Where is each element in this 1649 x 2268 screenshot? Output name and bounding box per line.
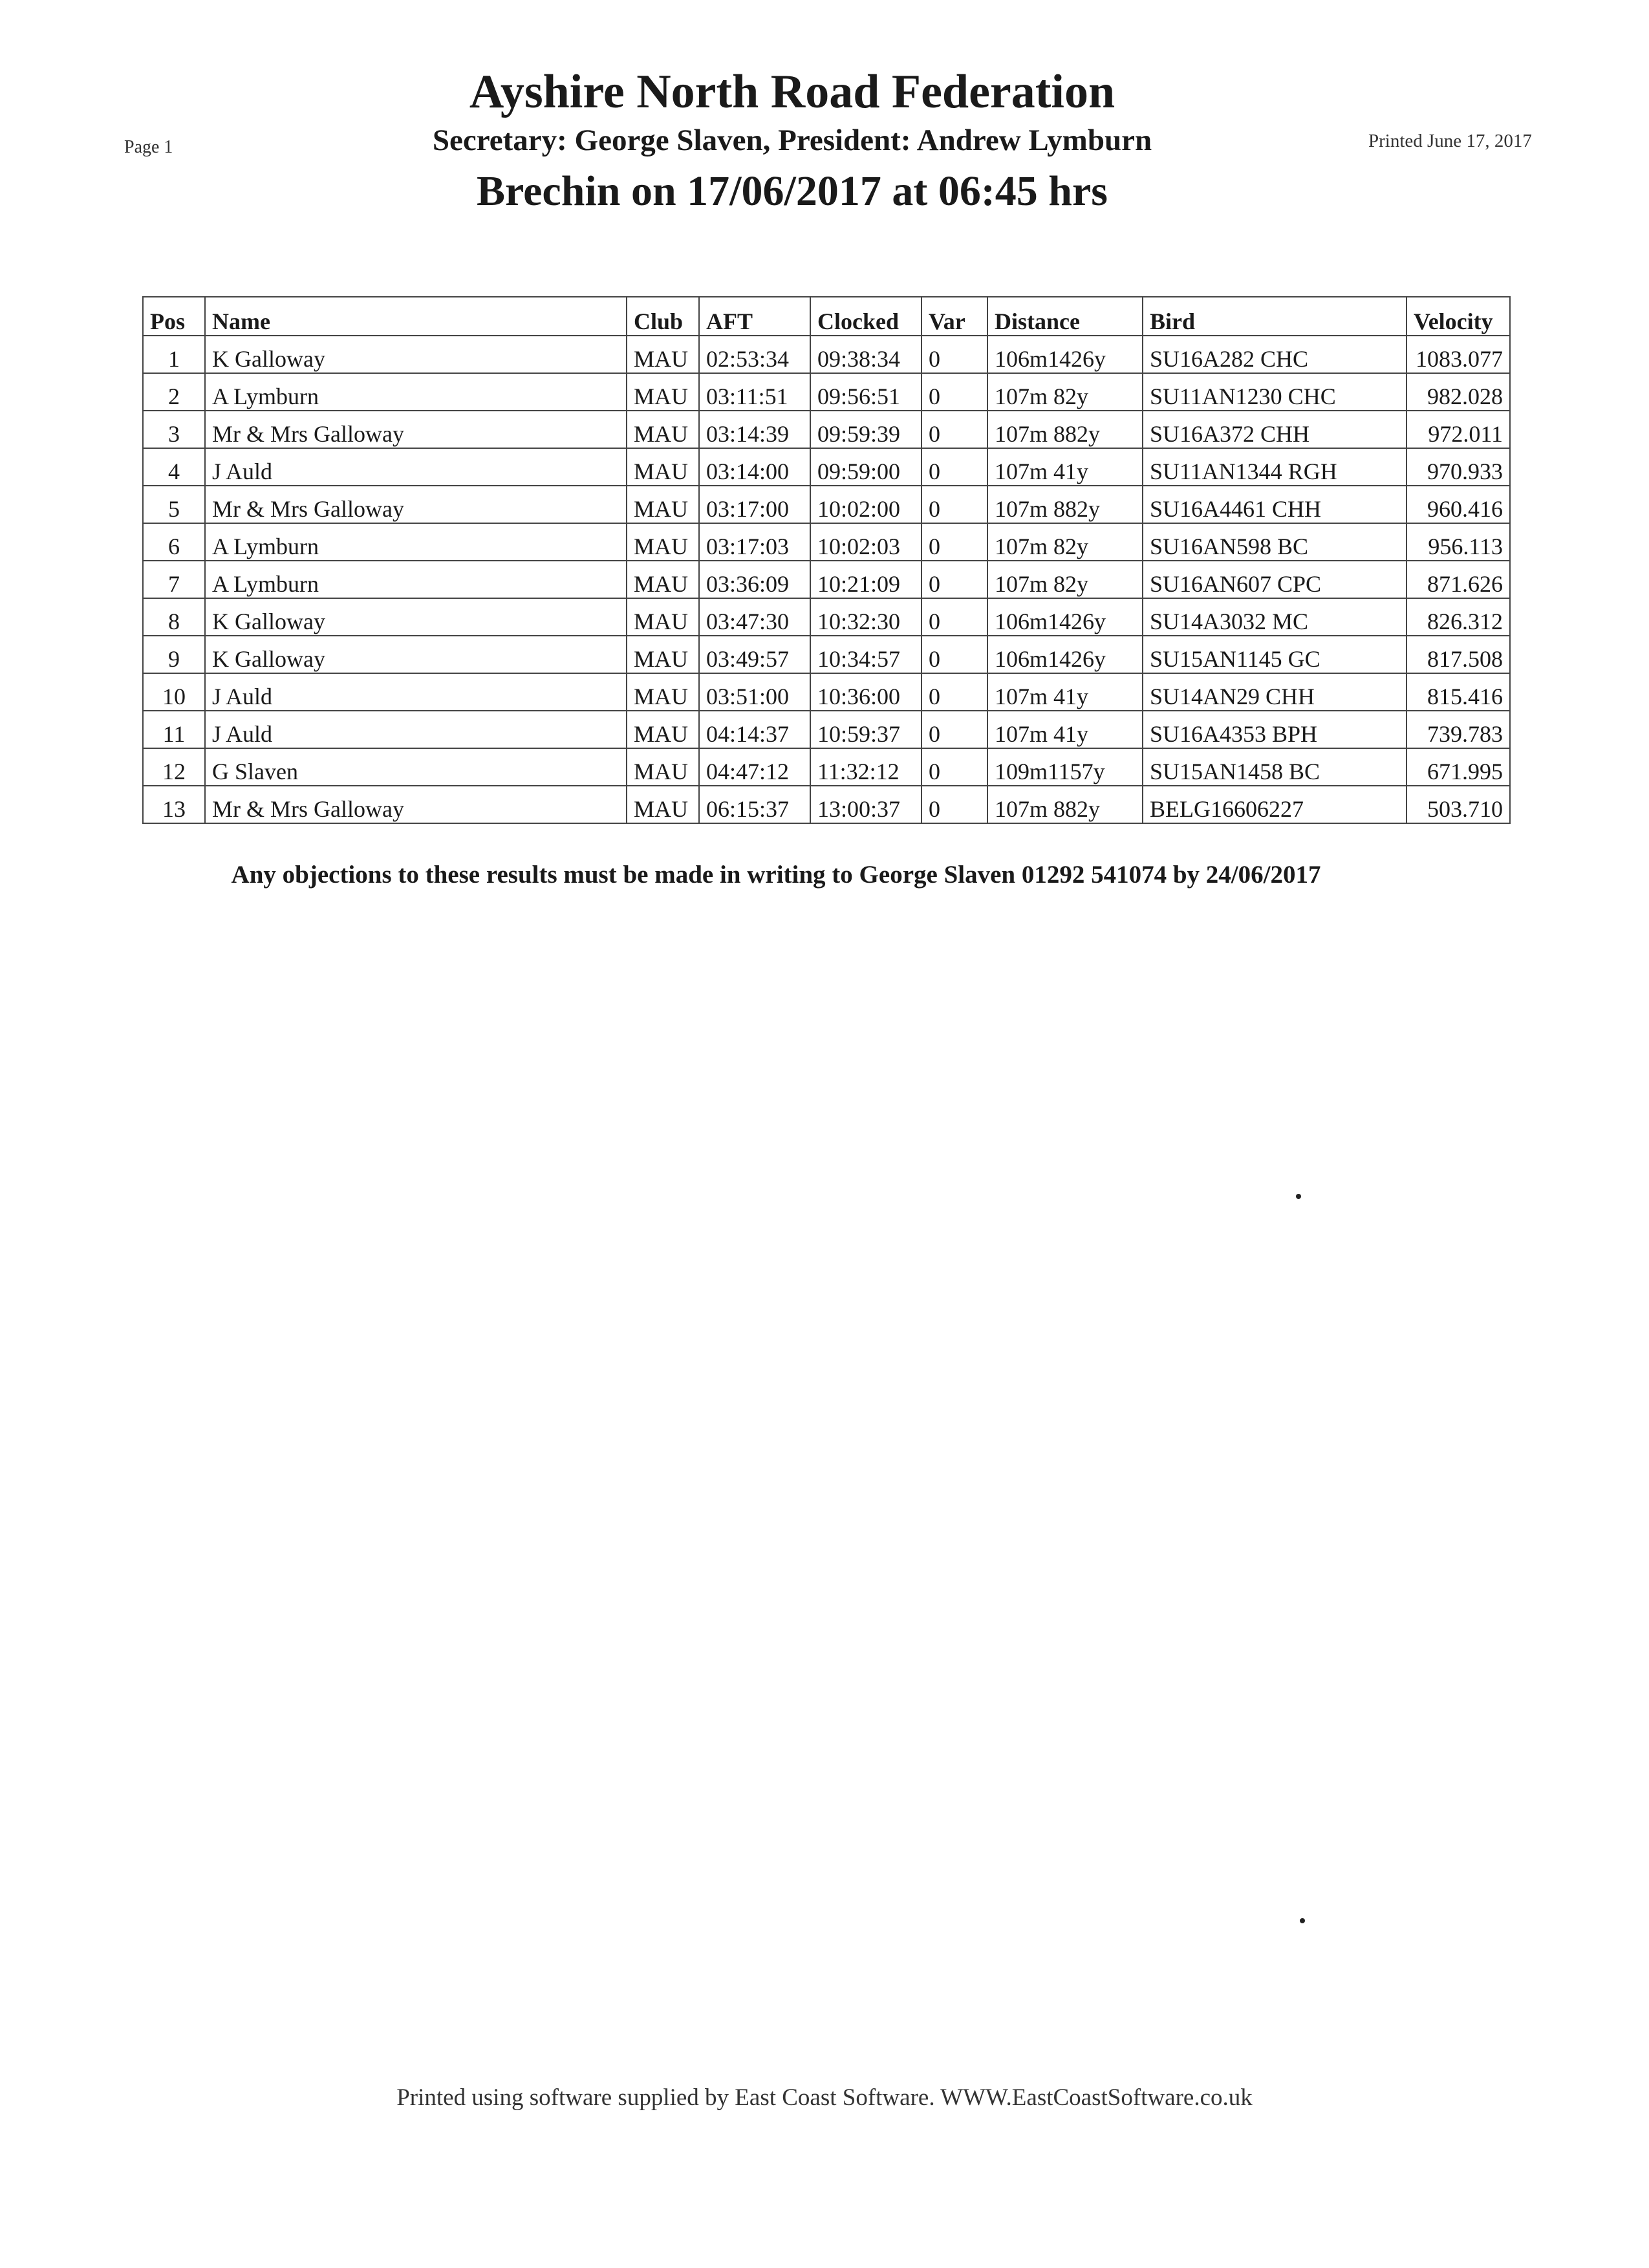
column-header-distance: Distance xyxy=(987,297,1143,336)
table-row xyxy=(143,748,1510,786)
cell-clocked: 10:36:00 xyxy=(810,673,921,711)
cell-club: MAU xyxy=(627,448,699,486)
cell-bird: SU16A372 CHH xyxy=(1143,411,1406,448)
column-header-var: Var xyxy=(921,297,987,336)
cell-pos: 11 xyxy=(143,711,205,748)
cell-distance: 107m 41y xyxy=(987,711,1143,748)
cell-name: K Galloway xyxy=(205,636,627,673)
cell-vel: 972.011 xyxy=(1406,411,1510,448)
cell-name: J Auld xyxy=(205,673,627,711)
table-row xyxy=(143,336,1510,373)
table-row xyxy=(143,636,1510,673)
cell-pos: 8 xyxy=(143,598,205,636)
printed-date: Printed June 17, 2017 xyxy=(1368,131,1532,151)
cell-bird: SU14AN29 CHH xyxy=(1143,673,1406,711)
cell-club: MAU xyxy=(627,673,699,711)
table-row xyxy=(143,561,1510,598)
objections-notice: Any objections to these results must be made in writing to George Slaven 01292 541074 by 24/06/2017 xyxy=(231,861,1321,889)
table-row xyxy=(143,786,1510,823)
cell-club: MAU xyxy=(627,748,699,786)
cell-clocked: 10:02:00 xyxy=(810,486,921,523)
cell-clocked: 10:32:30 xyxy=(810,598,921,636)
table-row xyxy=(143,523,1510,561)
cell-name: K Galloway xyxy=(205,336,627,373)
table-row xyxy=(143,486,1510,523)
cell-bird: SU15AN1145 GC xyxy=(1143,636,1406,673)
cell-clocked: 09:56:51 xyxy=(810,373,921,411)
cell-vel: 671.995 xyxy=(1406,748,1510,786)
cell-aft: 06:15:37 xyxy=(699,786,810,823)
column-header-clocked: Clocked xyxy=(810,297,921,336)
column-header-pos: Pos xyxy=(143,297,205,336)
cell-aft: 03:17:00 xyxy=(699,486,810,523)
cell-name: A Lymburn xyxy=(205,561,627,598)
cell-pos: 7 xyxy=(143,561,205,598)
cell-clocked: 09:59:39 xyxy=(810,411,921,448)
cell-aft: 03:49:57 xyxy=(699,636,810,673)
cell-club: MAU xyxy=(627,598,699,636)
cell-clocked: 09:59:00 xyxy=(810,448,921,486)
column-header-bird: Bird xyxy=(1143,297,1406,336)
cell-var: 0 xyxy=(921,523,987,561)
cell-var: 0 xyxy=(921,373,987,411)
cell-var: 0 xyxy=(921,786,987,823)
cell-distance: 107m 41y xyxy=(987,448,1143,486)
column-header-vel: Velocity xyxy=(1406,297,1510,336)
cell-name: A Lymburn xyxy=(205,373,627,411)
page-label: Page 1 xyxy=(124,137,173,157)
cell-distance: 107m 82y xyxy=(987,373,1143,411)
table-row xyxy=(143,411,1510,448)
column-header-aft: AFT xyxy=(699,297,810,336)
cell-pos: 1 xyxy=(143,336,205,373)
cell-var: 0 xyxy=(921,336,987,373)
cell-var: 0 xyxy=(921,411,987,448)
cell-club: MAU xyxy=(627,711,699,748)
cell-vel: 982.028 xyxy=(1406,373,1510,411)
cell-var: 0 xyxy=(921,486,987,523)
cell-var: 0 xyxy=(921,561,987,598)
cell-club: MAU xyxy=(627,636,699,673)
cell-aft: 03:36:09 xyxy=(699,561,810,598)
cell-pos: 13 xyxy=(143,786,205,823)
table-body xyxy=(143,336,1510,823)
cell-bird: SU16AN598 BC xyxy=(1143,523,1406,561)
cell-distance: 107m 882y xyxy=(987,486,1143,523)
cell-distance: 106m1426y xyxy=(987,336,1143,373)
race-heading: Brechin on 17/06/2017 at 06:45 hrs xyxy=(477,167,1108,215)
cell-clocked: 10:02:03 xyxy=(810,523,921,561)
cell-name: J Auld xyxy=(205,711,627,748)
table-row xyxy=(143,448,1510,486)
cell-clocked: 09:38:34 xyxy=(810,336,921,373)
cell-club: MAU xyxy=(627,486,699,523)
cell-club: MAU xyxy=(627,561,699,598)
cell-var: 0 xyxy=(921,673,987,711)
cell-name: J Auld xyxy=(205,448,627,486)
cell-distance: 107m 882y xyxy=(987,411,1143,448)
cell-club: MAU xyxy=(627,523,699,561)
cell-var: 0 xyxy=(921,598,987,636)
cell-clocked: 10:21:09 xyxy=(810,561,921,598)
cell-bird: SU11AN1230 CHC xyxy=(1143,373,1406,411)
cell-distance: 106m1426y xyxy=(987,598,1143,636)
cell-vel: 960.416 xyxy=(1406,486,1510,523)
cell-vel: 956.113 xyxy=(1406,523,1510,561)
cell-vel: 1083.077 xyxy=(1406,336,1510,373)
cell-clocked: 11:32:12 xyxy=(810,748,921,786)
cell-clocked: 13:00:37 xyxy=(810,786,921,823)
cell-bird: SU11AN1344 RGH xyxy=(1143,448,1406,486)
table-row xyxy=(143,673,1510,711)
cell-bird: SU16A4461 CHH xyxy=(1143,486,1406,523)
table-header-row xyxy=(143,297,1510,336)
cell-name: Mr & Mrs Galloway xyxy=(205,786,627,823)
cell-pos: 2 xyxy=(143,373,205,411)
column-header-name: Name xyxy=(205,297,627,336)
table-row xyxy=(143,711,1510,748)
cell-aft: 03:14:00 xyxy=(699,448,810,486)
cell-distance: 106m1426y xyxy=(987,636,1143,673)
cell-pos: 9 xyxy=(143,636,205,673)
cell-var: 0 xyxy=(921,748,987,786)
cell-club: MAU xyxy=(627,336,699,373)
cell-bird: BELG16606227 xyxy=(1143,786,1406,823)
cell-bird: SU16A282 CHC xyxy=(1143,336,1406,373)
cell-var: 0 xyxy=(921,448,987,486)
cell-vel: 871.626 xyxy=(1406,561,1510,598)
cell-aft: 03:14:39 xyxy=(699,411,810,448)
results-table xyxy=(142,296,1511,824)
cell-bird: SU15AN1458 BC xyxy=(1143,748,1406,786)
document-subtitle: Secretary: George Slaven, President: Andrew Lymburn xyxy=(432,124,1152,157)
cell-aft: 04:47:12 xyxy=(699,748,810,786)
cell-aft: 03:17:03 xyxy=(699,523,810,561)
cell-aft: 03:11:51 xyxy=(699,373,810,411)
cell-distance: 107m 82y xyxy=(987,561,1143,598)
cell-vel: 817.508 xyxy=(1406,636,1510,673)
cell-vel: 826.312 xyxy=(1406,598,1510,636)
cell-vel: 503.710 xyxy=(1406,786,1510,823)
cell-club: MAU xyxy=(627,373,699,411)
cell-var: 0 xyxy=(921,636,987,673)
cell-pos: 12 xyxy=(143,748,205,786)
cell-distance: 107m 82y xyxy=(987,523,1143,561)
cell-pos: 5 xyxy=(143,486,205,523)
cell-distance: 107m 41y xyxy=(987,673,1143,711)
cell-aft: 02:53:34 xyxy=(699,336,810,373)
cell-club: MAU xyxy=(627,786,699,823)
cell-vel: 739.783 xyxy=(1406,711,1510,748)
cell-club: MAU xyxy=(627,411,699,448)
column-header-club: Club xyxy=(627,297,699,336)
cell-pos: 4 xyxy=(143,448,205,486)
cell-pos: 10 xyxy=(143,673,205,711)
cell-bird: SU16A4353 BPH xyxy=(1143,711,1406,748)
cell-pos: 3 xyxy=(143,411,205,448)
cell-distance: 109m1157y xyxy=(987,748,1143,786)
cell-bird: SU14A3032 MC xyxy=(1143,598,1406,636)
table-row xyxy=(143,373,1510,411)
cell-clocked: 10:34:57 xyxy=(810,636,921,673)
cell-bird: SU16AN607 CPC xyxy=(1143,561,1406,598)
cell-var: 0 xyxy=(921,711,987,748)
cell-aft: 04:14:37 xyxy=(699,711,810,748)
cell-vel: 815.416 xyxy=(1406,673,1510,711)
cell-vel: 970.933 xyxy=(1406,448,1510,486)
scan-speck xyxy=(1296,1194,1301,1199)
footer-text: Printed using software supplied by East Coast Software. WWW.EastCoastSoftware.co.uk xyxy=(396,2084,1253,2111)
cell-clocked: 10:59:37 xyxy=(810,711,921,748)
scan-speck xyxy=(1300,1918,1305,1923)
cell-name: Mr & Mrs Galloway xyxy=(205,486,627,523)
cell-name: A Lymburn xyxy=(205,523,627,561)
cell-name: Mr & Mrs Galloway xyxy=(205,411,627,448)
table-row xyxy=(143,598,1510,636)
cell-aft: 03:51:00 xyxy=(699,673,810,711)
cell-pos: 6 xyxy=(143,523,205,561)
cell-name: K Galloway xyxy=(205,598,627,636)
cell-distance: 107m 882y xyxy=(987,786,1143,823)
cell-name: G Slaven xyxy=(205,748,627,786)
document-title: Ayshire North Road Federation xyxy=(469,65,1116,118)
cell-aft: 03:47:30 xyxy=(699,598,810,636)
